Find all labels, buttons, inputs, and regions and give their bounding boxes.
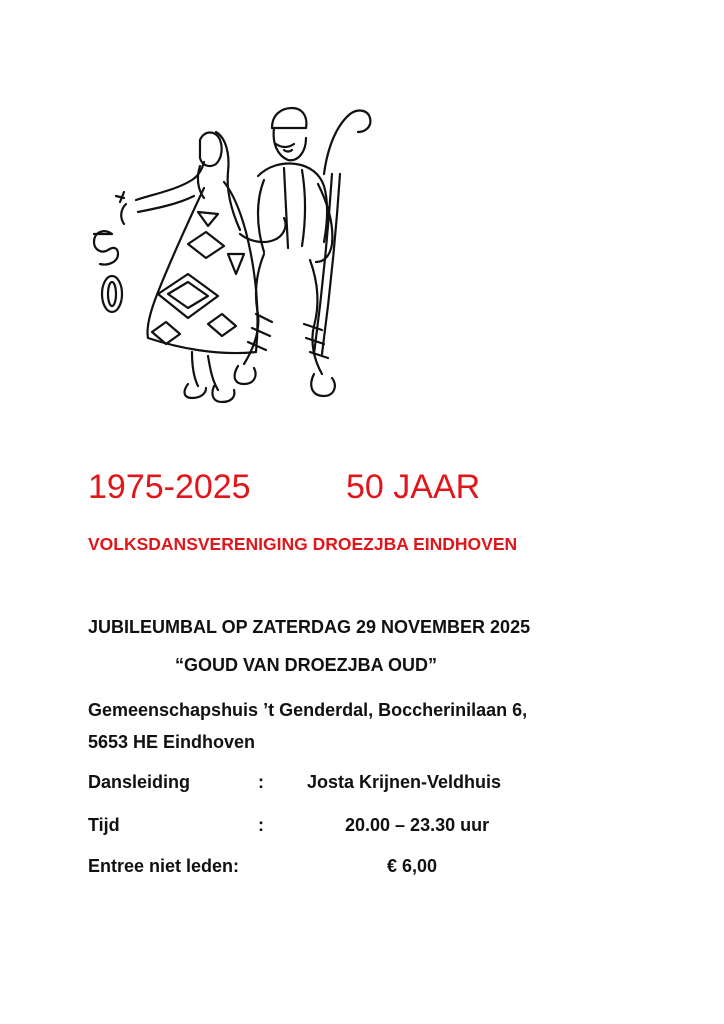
headline-years: 1975-2025 bbox=[88, 468, 251, 506]
detail-sep-tijd: : bbox=[258, 815, 264, 835]
venue-line-2: 5653 HE Eindhoven bbox=[88, 732, 256, 752]
venue-line-1: Gemeenschapshuis ’t Genderdal, Boccherinilaan 6, bbox=[88, 700, 528, 720]
headline bbox=[88, 468, 480, 507]
event-motto: “GOUD VAN DROEZJBA OUD” bbox=[175, 655, 438, 675]
woman-dancer bbox=[136, 132, 258, 402]
detail-label-entree: Entree niet leden: bbox=[88, 856, 240, 876]
detail-value-tijd: 20.00 – 23.30 uur bbox=[345, 815, 490, 835]
association-name: VOLKSDANSVERENIGING DROEZJBA EINDHOVEN bbox=[88, 534, 518, 554]
detail-label-tijd: Tijd bbox=[88, 815, 120, 835]
detail-label-dansleiding: Dansleiding bbox=[88, 772, 191, 792]
detail-value-entree: € 6,00 bbox=[387, 856, 438, 876]
event-title: JUBILEUMBAL OP ZATERDAG 29 NOVEMBER 2025 bbox=[88, 617, 531, 637]
folk-dancers-illustration bbox=[88, 84, 398, 422]
headline-anniversary: 50 JAAR bbox=[346, 468, 481, 506]
detail-sep-dansleiding: : bbox=[258, 772, 264, 792]
fifty-chain-icon bbox=[94, 192, 126, 312]
detail-value-dansleiding: Josta Krijnen-Veldhuis bbox=[307, 772, 502, 792]
